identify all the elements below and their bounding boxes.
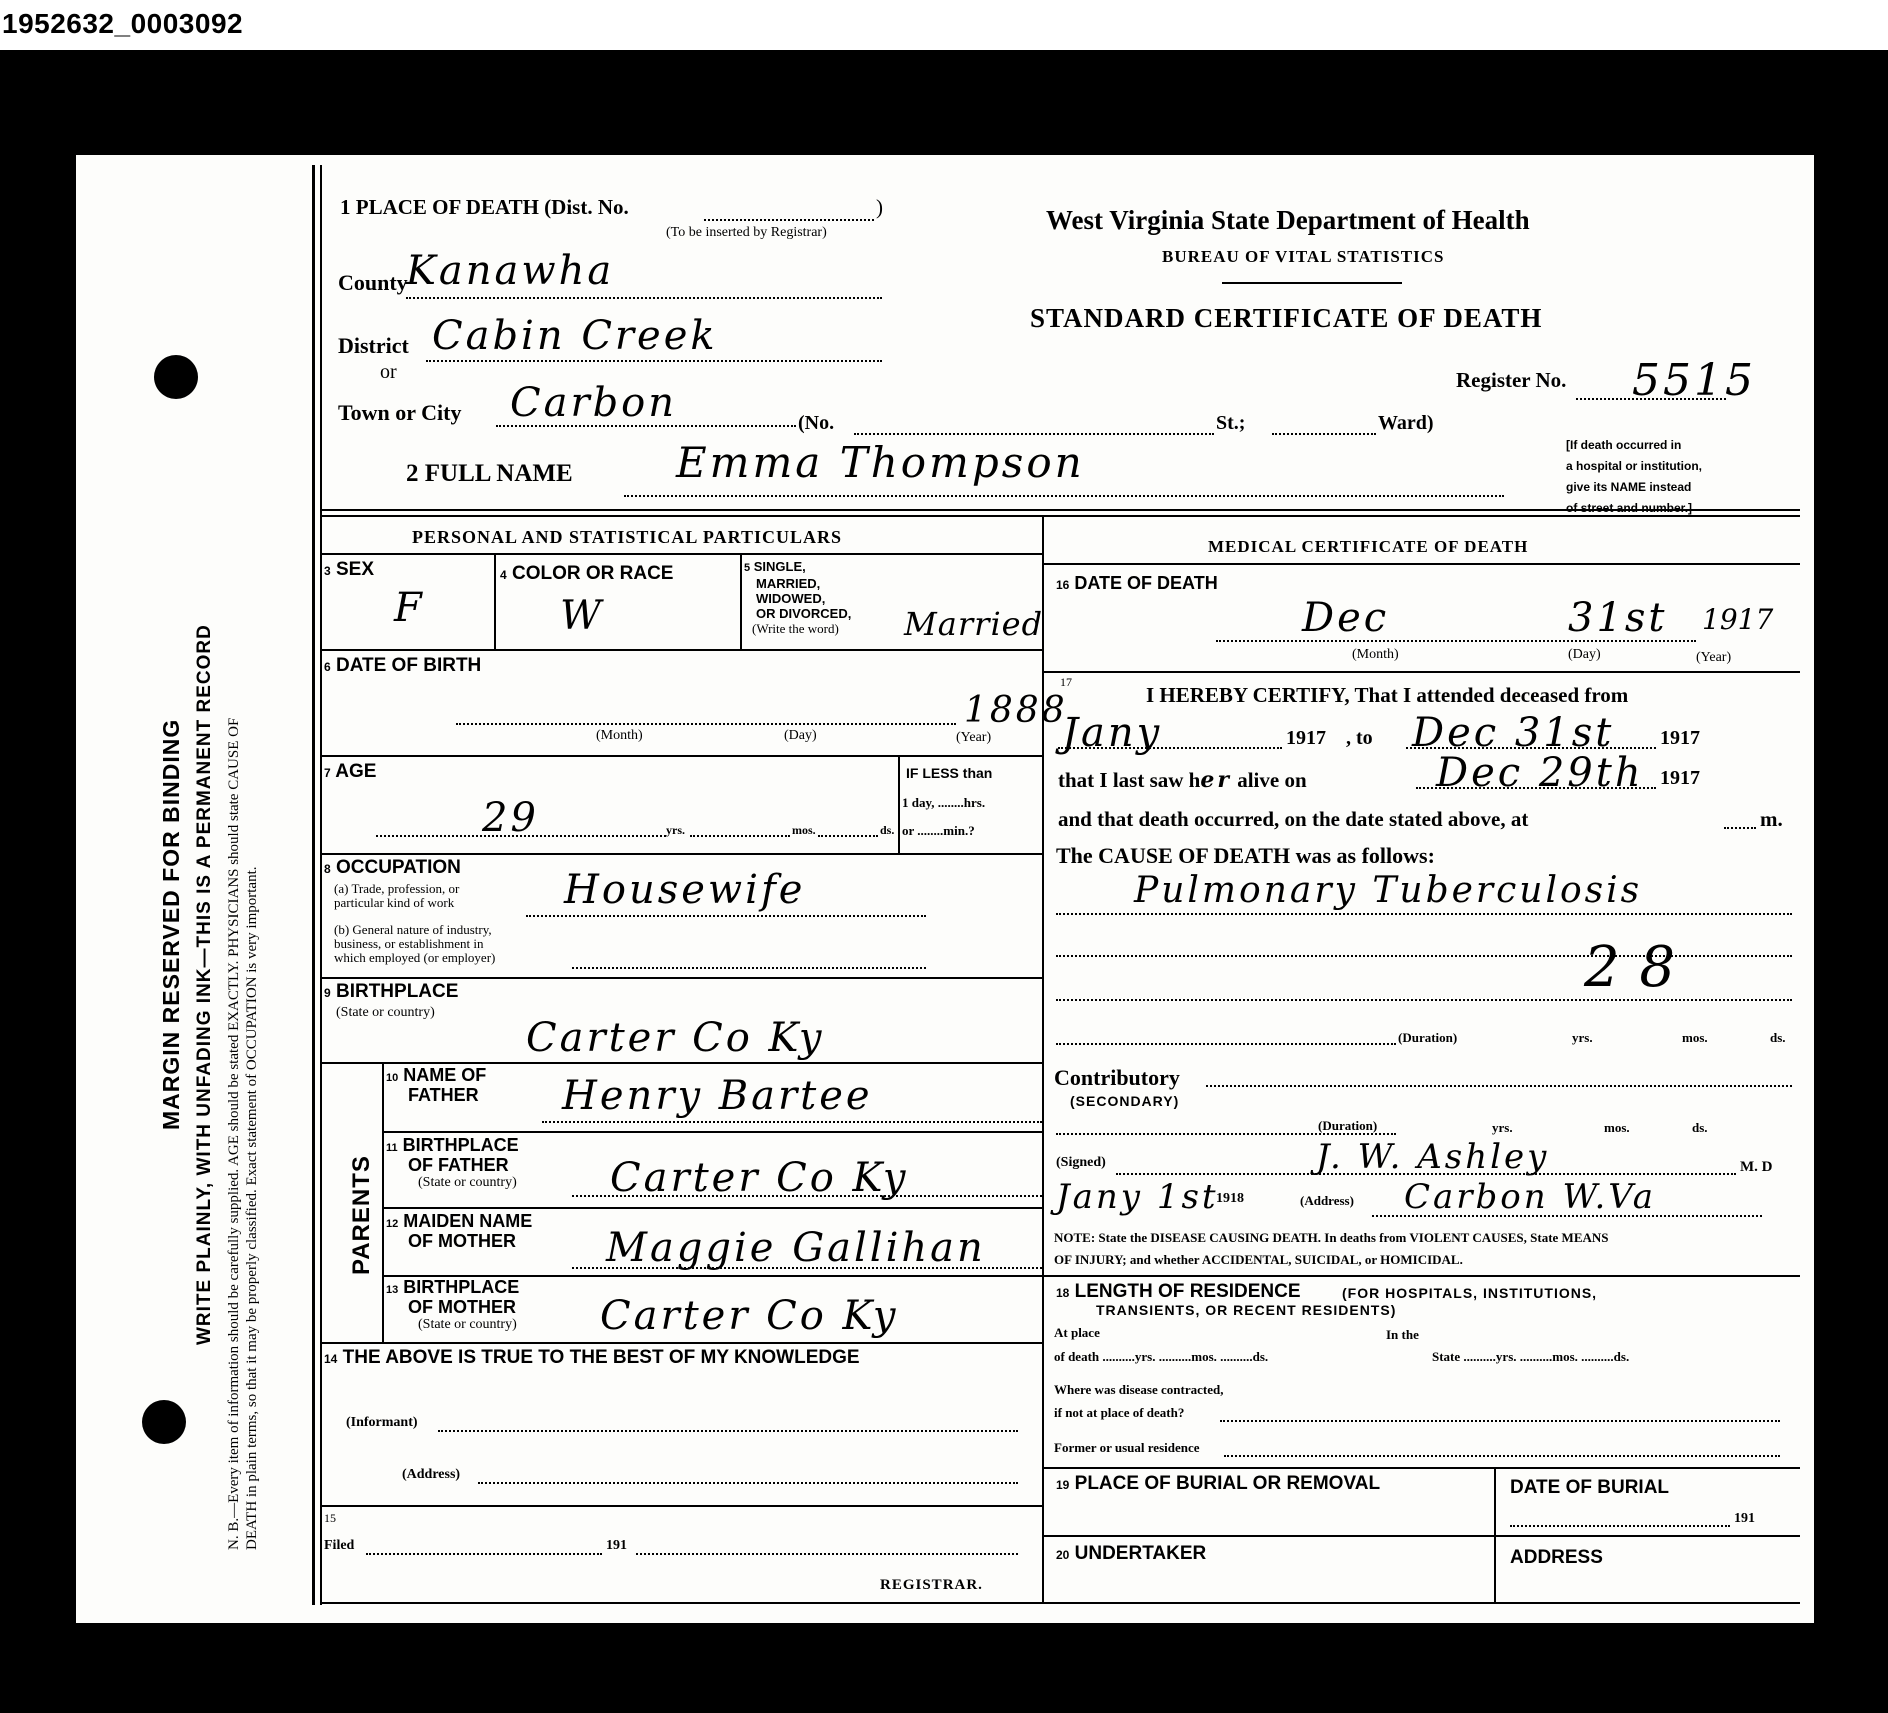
sex-label: 3 SEX [324, 559, 374, 580]
res-ds: ds. [1252, 1349, 1269, 1364]
marital-label-line: 5 SINGLE, [744, 559, 806, 574]
cause-label: The CAUSE OF DEATH was as follows: [1056, 843, 1435, 868]
age-divider [898, 757, 900, 853]
dod-label-text: DATE OF DEATH [1074, 573, 1218, 593]
attended-from-line [1058, 747, 1282, 749]
binding-margin-text: MARGIN RESERVED FOR BINDING [158, 718, 184, 1130]
column-divider [1042, 517, 1044, 1602]
sex-divider [494, 555, 496, 649]
alive-on-text: alive on [1237, 768, 1307, 792]
dob-year-caption: (Year) [956, 730, 992, 745]
last-saw-year: 1917 [1660, 767, 1700, 789]
dod-day: 31st [1568, 595, 1668, 641]
county-value: Kanawha [406, 248, 615, 294]
attended-to-year: 1917 [1660, 727, 1700, 749]
punch-hole-top [154, 355, 198, 399]
sex-value: F [394, 585, 425, 631]
dod-month-caption: (Month) [1352, 647, 1399, 662]
father-label [386, 1067, 486, 1104]
row-rule-6 [382, 1131, 1042, 1133]
birthplace-label: 9 BIRTHPLACE [324, 981, 459, 1002]
age-yrs-line [376, 835, 666, 837]
state-duration-label: State ..........yrs. ..........mos. ..........ds. [1432, 1349, 1630, 1364]
full-name-line [624, 495, 1504, 497]
row-rule-4 [320, 977, 1042, 979]
mother-label-text: MAIDEN NAME [403, 1211, 533, 1231]
place-of-death-label: 1 PLACE OF DEATH (Dist. No. [340, 195, 629, 219]
burial-year: 191 [1734, 1511, 1755, 1526]
father-value: Henry Bartee [562, 1073, 873, 1119]
age-yrs-caption: yrs. [666, 823, 685, 837]
age-value: 29 [482, 795, 539, 841]
physician-address: Carbon W.Va [1404, 1177, 1656, 1217]
father-birthplace-label [386, 1137, 519, 1174]
father-bp-line: OF FATHER [408, 1155, 509, 1175]
district-line [426, 360, 882, 362]
signature: J. W. Ashley [1316, 1137, 1550, 1177]
row-rule-5 [320, 1062, 1042, 1064]
town-label: Town or City [338, 400, 462, 425]
occ-b-line: (b) General nature of industry, [334, 922, 492, 937]
sign-year: 1918 [1216, 1191, 1244, 1206]
occupation-line [526, 915, 926, 917]
mother-bp-line: OF MOTHER [408, 1297, 516, 1317]
registrar-line [636, 1553, 1018, 1555]
hospital-note [1566, 435, 1702, 519]
marital-label [744, 559, 851, 636]
state-mos: mos. [1552, 1349, 1578, 1364]
occupation-label-text: OCCUPATION [335, 857, 461, 878]
death-occurred-label: and that death occurred, on the date stated above, at [1058, 807, 1529, 831]
father-bp-line: 11 BIRTHPLACE [386, 1135, 519, 1155]
dod-day-caption: (Day) [1568, 647, 1601, 662]
or-text: or [902, 823, 915, 838]
mother-birthplace-value: Carter Co Ky [600, 1293, 899, 1339]
color-label: 4 COLOR OR RACE [500, 563, 674, 584]
district-label: District [338, 333, 409, 358]
occupation-label: 8 OCCUPATION [324, 857, 461, 878]
occ-a-line: (a) Trade, profession, or [334, 881, 460, 896]
cause-value: Pulmonary Tuberculosis [1134, 870, 1643, 911]
res-yrs: yrs. [1134, 1349, 1156, 1364]
burial-date-line [1510, 1525, 1730, 1527]
undertaker-address-label: ADDRESS [1510, 1547, 1603, 1568]
district-value: Cabin Creek [432, 313, 718, 359]
father-label-text: NAME OF [403, 1065, 487, 1085]
county-line [406, 297, 882, 299]
contributory-line [1206, 1085, 1792, 1087]
duration-yrs: yrs. [1572, 1030, 1593, 1045]
father-bp-line-rule [572, 1195, 1042, 1197]
duration-ds: ds. [1770, 1030, 1786, 1045]
attended-to: Dec 31st [1412, 710, 1615, 756]
marital-label-line: MARRIED, [756, 576, 821, 591]
marital-label-line: OR DIVORCED, [756, 606, 852, 621]
contributory-ds: ds. [1692, 1120, 1708, 1135]
contributory-duration: (Duration) [1318, 1118, 1378, 1133]
registrar-label: REGISTRAR. [880, 1577, 983, 1593]
age-ds-line [818, 835, 878, 837]
personal-heading: PERSONAL AND STATISTICAL PARTICULARS [412, 527, 842, 547]
duration-mos: mos. [1682, 1030, 1708, 1045]
filed-label: Filed [324, 1538, 355, 1553]
dist-no-line [704, 219, 874, 221]
medical-rule-3 [1044, 1467, 1800, 1469]
undertaker-label: 20 UNDERTAKER [1056, 1543, 1207, 1564]
residence-note-1: (FOR HOSPITALS, INSTITUTIONS, [1342, 1285, 1598, 1301]
contributory-label: Contributory [1054, 1065, 1180, 1090]
mother-bp-caption: (State or country) [418, 1317, 517, 1332]
cause-line-1 [1056, 913, 1792, 915]
header-rule [1222, 282, 1402, 284]
parents-divider [382, 1062, 384, 1342]
address-line [478, 1482, 1018, 1484]
signature-line [1116, 1173, 1736, 1175]
bureau-title: BUREAU OF VITAL STATISTICS [1162, 247, 1445, 266]
informant-label: (Informant) [346, 1415, 418, 1430]
dob-line [456, 723, 956, 725]
death-time-line [1724, 827, 1756, 829]
ward-line [1272, 433, 1376, 435]
certify-label: I HEREBY CERTIFY, That I attended deceased from [1146, 683, 1629, 707]
nb-note-line2: DEATH in plain terms, so that it may be properly classified. Exact statement of OCCUPATION is very important. [244, 866, 260, 1550]
undertaker-text: UNDERTAKER [1074, 1543, 1207, 1564]
sex-label-text: SEX [335, 559, 374, 580]
dob-month-caption: (Month) [596, 728, 643, 743]
town-line [496, 425, 796, 427]
hospital-note-line: a hospital or institution, [1566, 459, 1702, 473]
less-than-label: IF LESS than [906, 765, 993, 781]
father-birthplace-value: Carter Co Ky [610, 1155, 909, 1201]
full-name-label: 2 FULL NAME [406, 460, 573, 487]
certify-number: 17 [1060, 675, 1072, 689]
certificate-title: STANDARD CERTIFICATE OF DEATH [1030, 303, 1543, 333]
residence-label: 18 LENGTH OF RESIDENCE [1056, 1281, 1301, 1302]
hrs-text: hrs. [963, 795, 986, 810]
medical-heading: MEDICAL CERTIFICATE OF DEATH [1208, 537, 1529, 556]
state-text: State [1432, 1349, 1461, 1364]
father-label-line: 10 NAME OF [386, 1065, 487, 1085]
row-rule-9 [320, 1342, 1042, 1344]
dod-month: Dec [1302, 595, 1390, 641]
note-line-2: OF INJURY; and whether ACCIDENTAL, SUICIDAL, or HOMICIDAL. [1054, 1252, 1463, 1267]
marital-label-line: WIDOWED, [756, 591, 826, 606]
filed-line [366, 1553, 602, 1555]
street-no-label: (No. [798, 412, 835, 434]
row-rule-10 [320, 1505, 1042, 1507]
birthplace-caption: (State or country) [336, 1005, 435, 1020]
burial-place-text: PLACE OF BURIAL OR REMOVAL [1074, 1473, 1381, 1494]
father-bp-caption: (State or country) [418, 1175, 517, 1190]
parents-label: PARENTS [348, 1155, 375, 1275]
full-name-value: Emma Thompson [676, 438, 1085, 487]
frame-bottom-line [320, 1602, 1800, 1604]
mother-bp-line: 13 BIRTHPLACE [386, 1277, 520, 1297]
m-label: m. [1760, 807, 1783, 831]
father-line [542, 1121, 1042, 1123]
or-label: or [380, 361, 397, 383]
color-divider [740, 555, 742, 649]
punch-hole-bottom [142, 1400, 186, 1444]
filed-year: 191 [606, 1538, 627, 1553]
register-line [1576, 398, 1726, 400]
personal-heading-rule [320, 553, 1042, 555]
marital-label-text: SINGLE, [753, 559, 806, 574]
occ-b-line: which employed (or employer) [334, 950, 496, 965]
not-at-place-label: if not at place of death? [1054, 1405, 1185, 1420]
medical-rule-2 [1044, 1275, 1800, 1277]
dod-line [1216, 640, 1696, 642]
dob-day-caption: (Day) [784, 728, 817, 743]
attended-from-year: 1917 [1286, 727, 1326, 749]
row-rule-1 [320, 649, 1042, 651]
register-label: Register No. [1456, 368, 1567, 392]
attended-to-line [1406, 747, 1656, 749]
occupation-b-line [572, 967, 926, 969]
occupation-a-note [334, 882, 459, 910]
dod-year-caption: (Year) [1696, 650, 1732, 665]
residence-note-2: TRANSIENTS, OR RECENT RESIDENTS) [1096, 1302, 1397, 1318]
former-residence-label: Former or usual residence [1054, 1440, 1200, 1455]
mother-value: Maggie Gallihan [606, 1225, 986, 1271]
mother-line [572, 1267, 1042, 1269]
cause-line-2 [1056, 955, 1792, 957]
contracted-line [1220, 1420, 1780, 1422]
duration-leader [1056, 1043, 1396, 1045]
of-death-text: of death [1054, 1349, 1100, 1364]
marital-value: Married [904, 605, 1044, 643]
ward-label: Ward) [1378, 412, 1434, 434]
contracted-label: Where was disease contracted, [1054, 1382, 1224, 1397]
age-label-text: AGE [335, 761, 377, 782]
of-death-label: of death ..........yrs. ..........mos. ..........ds. [1054, 1349, 1269, 1364]
medical-heading-rule [1044, 563, 1800, 565]
address-caption: (Address) [1300, 1193, 1354, 1208]
cause-line-3 [1056, 999, 1792, 1001]
at-place-label: At place [1054, 1325, 1100, 1340]
signed-label: (Signed) [1056, 1155, 1106, 1170]
birthplace-label-text: BIRTHPLACE [335, 981, 459, 1002]
color-value: W [560, 593, 605, 639]
state-ds: ds. [1613, 1349, 1630, 1364]
register-number: 5515 [1632, 355, 1756, 406]
to-label: , to [1346, 727, 1373, 749]
mother-label [386, 1213, 532, 1250]
age-label: 7 AGE [324, 761, 377, 782]
former-residence-line [1224, 1455, 1780, 1457]
last-saw-label [1058, 767, 1307, 793]
filed-number: 15 [324, 1511, 336, 1525]
contributory-mos: mos. [1604, 1120, 1630, 1135]
state-yrs: yrs. [1495, 1349, 1517, 1364]
attended-from: Jany [1062, 710, 1163, 756]
hospital-note-line: of street and number.] [1566, 501, 1693, 515]
father-label-line: FATHER [408, 1085, 479, 1105]
row-rule-7 [382, 1207, 1042, 1209]
age-ds-caption: ds. [880, 823, 895, 837]
knowledge-text: THE ABOVE IS TRUE TO THE BEST OF MY KNOWLEDGE [342, 1347, 860, 1368]
death-certificate [76, 155, 1814, 1623]
one-day-text: 1 day, [902, 795, 935, 810]
department-title: West Virginia State Department of Health [1046, 205, 1530, 235]
mother-label-line: 12 MAIDEN NAME [386, 1211, 533, 1231]
note-line-1: NOTE: State the DISEASE CAUSING DEATH. In deaths from VIOLENT CAUSES, State MEANS [1054, 1230, 1609, 1245]
physician-address-line [1372, 1215, 1762, 1217]
hospital-note-line: [If death occurred in [1566, 438, 1682, 452]
medical-rule-1 [1044, 671, 1800, 673]
town-value: Carbon [510, 380, 678, 426]
registrar-note: (To be inserted by Registrar) [666, 225, 827, 240]
color-label-text: COLOR OR RACE [511, 563, 674, 584]
nb-note-line1: N. B.—Every item of information should be carefully supplied. AGE should be stated EXACTLY. PHYSICIANS should state CAUSE OF [226, 717, 242, 1550]
occupation-value: Housewife [564, 867, 806, 913]
to-text: to [1356, 727, 1373, 749]
dob-label-text: DATE OF BIRTH [335, 655, 482, 676]
father-bp-text: BIRTHPLACE [402, 1135, 519, 1155]
occ-b-line: business, or establishment in [334, 936, 484, 951]
last-saw-pronoun: er [1200, 767, 1232, 793]
burial-place-label: 19 PLACE OF BURIAL OR REMOVAL [1056, 1473, 1381, 1494]
hospital-note-line: give its NAME instead [1566, 480, 1692, 494]
dob-year: 1888 [964, 690, 1068, 731]
mother-bp-text: BIRTHPLACE [403, 1277, 520, 1297]
dod-year: 1917 [1702, 603, 1774, 636]
or-min-label: or ........min.? [902, 823, 975, 838]
dob-label: 6 DATE OF BIRTH [324, 655, 482, 676]
row-rule-3 [320, 853, 1042, 855]
dist-no-close: ) [876, 195, 883, 219]
contributory-yrs: yrs. [1492, 1120, 1513, 1135]
min-text: min.? [943, 823, 975, 838]
duration-label: (Duration) [1398, 1030, 1458, 1045]
duration-value: 2 8 [1584, 935, 1677, 1000]
record-id: 1952632_0003092 [2, 8, 244, 39]
mother-label-line: OF MOTHER [408, 1231, 516, 1251]
informant-line [438, 1430, 1018, 1432]
res-mos: mos. [1191, 1349, 1217, 1364]
sign-date: Jany 1st [1056, 1177, 1219, 1217]
address-label: (Address) [402, 1467, 461, 1482]
mother-birthplace-label [386, 1279, 519, 1316]
one-day-label: 1 day, ........hrs. [902, 795, 986, 810]
street-line [854, 433, 1214, 435]
marital-label-line: (Write the word) [752, 621, 839, 636]
occupation-b-note [334, 923, 495, 965]
in-the-label: In the [1386, 1327, 1419, 1342]
permanent-record-text: WRITE PLAINLY, WITH UNFADING INK—THIS IS A PERMANENT RECORD [194, 624, 215, 1345]
county-label: County [338, 270, 408, 295]
md-label: M. D [1740, 1159, 1773, 1175]
last-saw-date: Dec 29th [1436, 750, 1644, 796]
age-mos-caption: mos. [792, 823, 816, 837]
occ-a-line: particular kind of work [334, 895, 455, 910]
burial-date-label: DATE OF BURIAL [1510, 1477, 1670, 1498]
last-saw-text: that I last saw h [1058, 768, 1201, 792]
secondary-label: (SECONDARY) [1070, 1093, 1180, 1109]
row-rule-2 [320, 755, 1042, 757]
last-saw-line [1416, 787, 1656, 789]
age-mos-line [690, 835, 790, 837]
medical-rule-4 [1044, 1535, 1800, 1537]
frame-left-line [312, 165, 315, 1605]
knowledge-label: 14 THE ABOVE IS TRUE TO THE BEST OF MY KNOWLEDGE [324, 1347, 860, 1368]
frame-left-line-inner [320, 165, 322, 1605]
residence-label-text: LENGTH OF RESIDENCE [1074, 1281, 1301, 1302]
dod-label: 16 DATE OF DEATH [1056, 573, 1218, 593]
birthplace-value: Carter Co Ky [526, 1015, 825, 1061]
street-label: St.; [1216, 412, 1246, 434]
